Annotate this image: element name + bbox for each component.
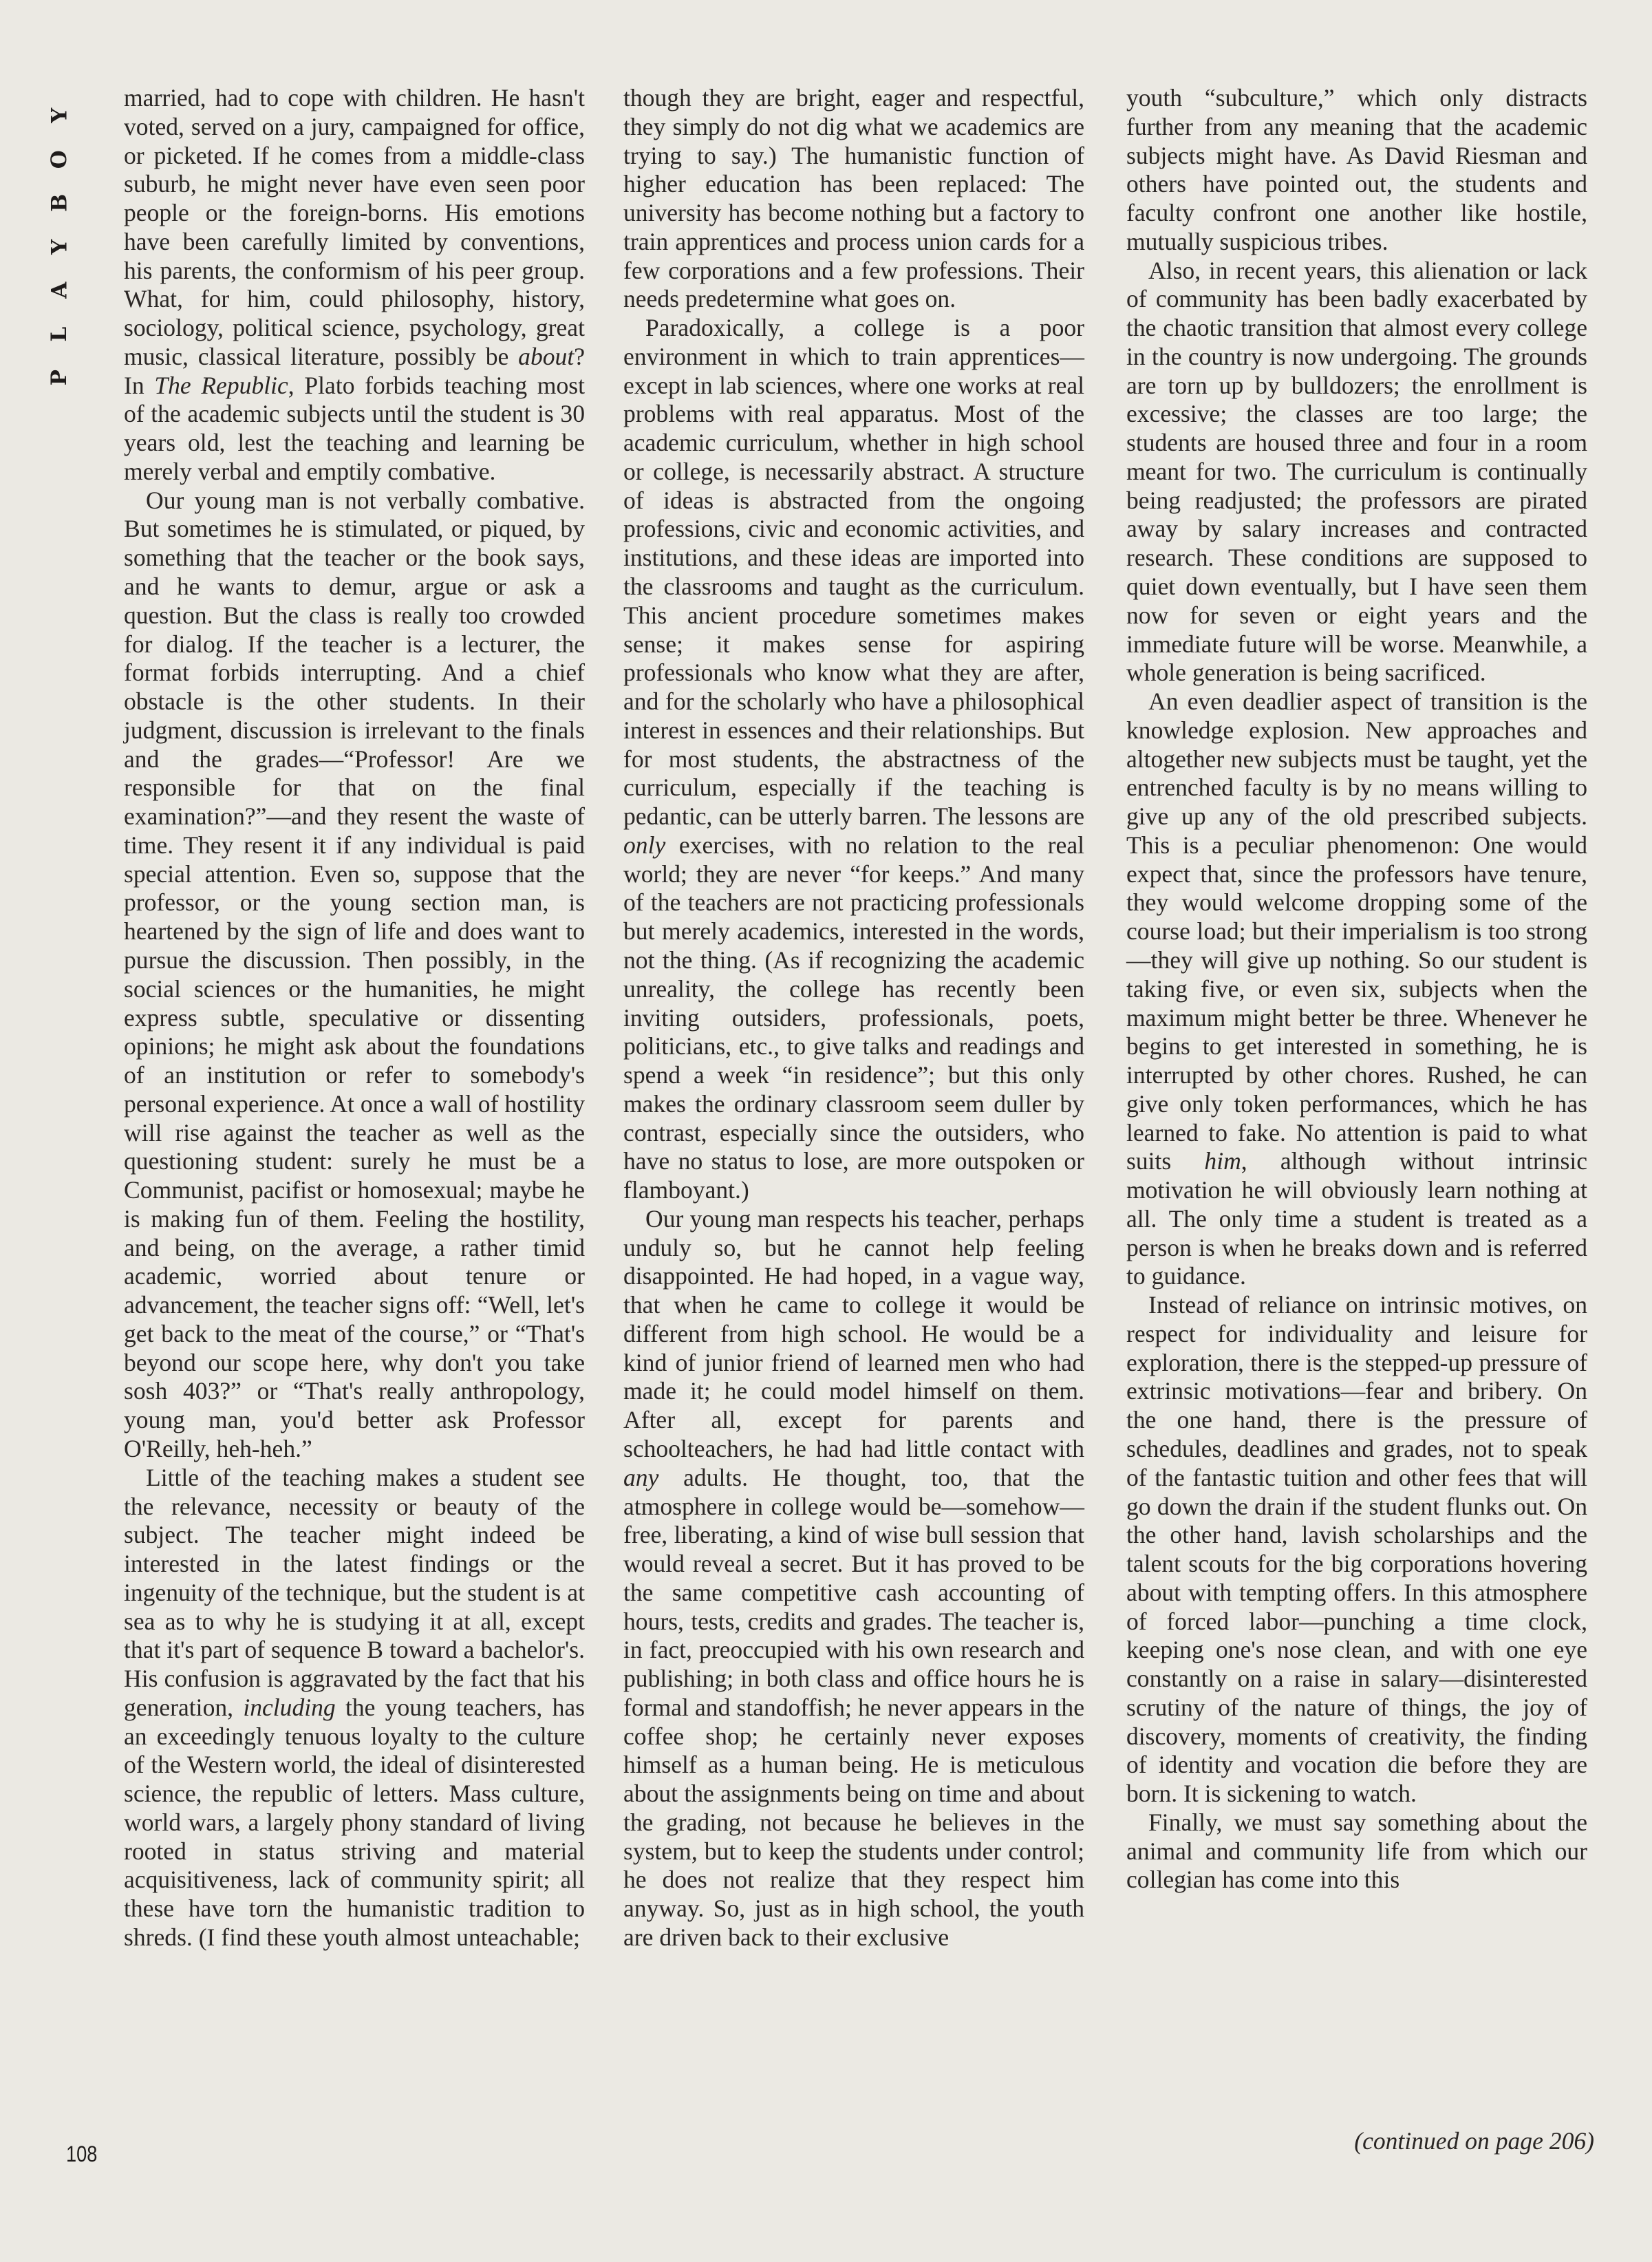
text-run: adults. He thought, too, that the atmosphere in college would be—somehow—free, liberating, a kind of wise bull session that would reveal a secret. But it has proved to be the same competitive cash accounting of hours, tests, credits and grades. The teacher is, in fact, preoccupied with his own research and publishing; in both class and office hours he is formal and standoffish; he never appears in the coffee shop; he certainly never exposes himself as a human being. He is meticulous about the assignments being on time and about the grading, not because he believes in the system, but to keep the students under control; he does not realize that they respect him anyway. So, just as in high school, the youth are driven back to their exclusive [623, 1463, 1084, 1951]
text-run: though they are bright, eager and respectful, they simply do not dig what we academics are trying to say.) The humanistic function of higher education has been replaced: The university has become nothing but a factory to train apprentices and process union cards for a few corporations and a few professions. Their needs predetermine what goes on. [623, 84, 1084, 313]
paragraph [124, 1464, 585, 1952]
text-run: married, had to cope with children. He hasn't voted, served on a jury, campaigned for office, or picketed. If he comes from a middle-class suburb, he might never have even seen poor people or the foreign-borns. His emotions have been carefully limited by conventions, his parents, the conformism of his peer group. What, for him, could philosophy, history, sociology, political science, psychology, great music, classical literature, possibly be [124, 84, 585, 370]
italic-run: about [518, 342, 575, 370]
italic-run: including [243, 1693, 336, 1721]
page-number: 108 [66, 2142, 98, 2166]
text-run: Our young man is not verbally combative. But sometimes he is stimulated, or piqued, by something that the teacher or the book says, and he wants to demur, argue or ask a question. But the class is really too crowded for dialog. If the teacher is a lecturer, the format forbids interrupting. And a chief obstacle is the other students. In their judgment, discussion is irrelevant to the finals and the grades—“Professor! Are we responsible for that on the final examination?”—and they resent the waste of time. They resent it if any individual is paid special attention. Even so, suppose that the professor, or the young section man, is heartened by the sign of life and does want to pursue the discussion. Then possibly, in the social sciences or the humanities, he might express subtle, speculative or dissenting opinions; he might ask about the foundations of an institution or refer to somebody's personal experience. At once a wall of hostility will rise against the teacher as well as the questioning student: surely he must be a Communist, pacifist or homosexual; maybe he is making fun of them. Feeling the hostility, and being, on the average, a rather timid academic, worried about tenure or advancement, the teacher signs off: “Well, let's get back to the meat of the course,” or “That's beyond our scope here, why don't you take sosh 403?” or “That's really anthropology, young man, you'd better ask Professor O'Reilly, heh-heh.” [124, 486, 585, 1462]
paragraph [1126, 257, 1587, 687]
paragraph [124, 84, 585, 487]
italic-run: The Republic [154, 371, 288, 399]
paragraph [1126, 84, 1587, 257]
italic-run: only [623, 831, 666, 859]
masthead-letter: O [47, 149, 72, 169]
italic-run: any [623, 1463, 659, 1491]
paragraph [623, 314, 1084, 1205]
masthead-letter: B [47, 193, 72, 212]
paragraph [1126, 687, 1587, 1291]
text-run: ? In [124, 342, 585, 399]
paragraph [124, 487, 585, 1464]
masthead-letter: P [47, 370, 72, 386]
text-run: , although without intrinsic motivation he will obviously learn nothing at all. The only time a student is treated as a person is when he breaks down and is referred to guidance. [1126, 1147, 1587, 1290]
playboy-masthead-vertical [47, 94, 81, 400]
paragraph [1126, 1808, 1587, 1895]
text-column-2 [623, 84, 1084, 1952]
text-run: Little of the teaching makes a student see the relevance, necessity or beauty of the subject. The teacher might indeed be interested in the latest findings or the ingenuity of the technique, but the student is at sea as to why he is studying it at all, except that it's part of sequence B toward a bachelor's. His confusion is aggravated by the fact that his generation, [124, 1463, 585, 1721]
text-run: the young teachers, has an exceedingly tenuous loyalty to the culture of the Western world, the ideal of disinterested science, the republic of letters. Mass culture, world wars, a largely phony standard of living rooted in status striving and material acquisitiveness, lack of community spirit; all these have torn the humanistic tradition to shreds. (I find these youth almost unteachable; [124, 1693, 586, 1951]
text-run: exercises, with no relation to the real world; they are never “for keeps.” And many of the teachers are not practicing professionals but merely academics, interested in the words, not the thing. (As if recognizing the academic unreality, the college has recently been inviting outsiders, professionals, poets, politicians, etc., to give talks and readings and spend a week “in residence”; but this only makes the ordinary classroom seem duller by contrast, especially since the outsiders, who have no status to lose, are more outspoken or flamboyant.) [623, 831, 1084, 1204]
masthead-letter: L [47, 326, 72, 342]
text-column-3 [1126, 84, 1587, 1895]
text-run: Finally, we must say something about the animal and community life from which our collegian has come into this [1126, 1808, 1587, 1894]
paragraph [623, 1205, 1084, 1952]
text-run: Also, in recent years, this alienation or lack of community has been badly exacerbated by the chaotic transition that almost every college in the country is now undergoing. The grounds are torn up by bulldozers; the enrollment is excessive; the classes are too large; the students are housed three and four in a room meant for two. The curriculum is continually being readjusted; the professors are pirated away by salary increases and contracted research. These conditions are supposed to quiet down eventually, but I have seen them now for seven or eight years and the immediate future will be worse. Meanwhile, a whole generation is being sacrificed. [1126, 256, 1587, 687]
text-run: Our young man respects his teacher, perhaps unduly so, but he cannot help feeling disappointed. He had hoped, in a vague way, that when he came to college it would be different from high school. He would be a kind of junior friend of learned men who had made it; he could model himself on them. After all, except for parents and schoolteachers, he had had little contact with [623, 1204, 1084, 1462]
continued-note: (continued on page 206) [1354, 2127, 1594, 2155]
text-run: An even deadlier aspect of transition is the knowledge explosion. New approaches and altogether new subjects must be taught, yet the entrenched faculty is by no means willing to give up any of the old prescribed subjects. This is a peculiar phenomenon: One would expect that, since the professors have tenure, they would welcome dropping some of the course load; but their imperialism is too strong—they will give up nothing. So our student is taking five, or even six, subjects when the maximum might better be three. Whenever he begins to get interested in something, he is interrupted by other chores. Rushed, he can give only token performances, which he has learned to fake. No attention is paid to what suits [1126, 687, 1587, 1175]
text-run: Instead of reliance on intrinsic motives, on respect for individuality and leisure for exploration, there is the stepped-up pressure of extrinsic motivations—fear and bribery. On the one hand, there is the pressure of schedules, deadlines and grades, not to speak of the fantastic tuition and other fees that will go down the drain if the student flunks out. On the other hand, lavish scholarships and the talent scouts for the big corporations hovering about with tempting offers. In this atmosphere of forced labor—punching a time clock, keeping one's nose clean, and with one eye constantly on a raise in salary—disinterested scrutiny of the nature of things, the joy of discovery, moments of creativity, the finding of identity and vocation die before they are born. It is sickening to watch. [1126, 1291, 1587, 1808]
masthead-letter: Y [47, 107, 72, 123]
paragraph [623, 84, 1084, 314]
italic-run: him [1204, 1147, 1241, 1175]
text-run: Paradoxically, a college is a poor environment in which to train apprentices—except in lab sciences, where one works at real problems with real apparatus. Most of the academic curriculum, whether in high school or college, is necessarily abstract. A structure of ideas is abstracted from the ongoing professions, civic and economic activities, and institutions, and these ideas are imported into the classrooms and taught as the curriculum. This ancient procedure sometimes makes sense; it makes sense for aspiring professionals who know what they are after, and for the scholarly who have a philosophical interest in essences and their relationships. But for most students, the abstractness of the curriculum, especially if the teaching is pedantic, can be utterly barren. The lessons are [623, 314, 1084, 831]
masthead-letter: A [47, 281, 72, 299]
text-run: , Plato forbids teaching most of the academic subjects until the student is 30 years old, lest the teaching and learning be merely verbal and emptily combative. [124, 371, 585, 485]
paragraph [1126, 1291, 1587, 1808]
masthead-letter: Y [47, 239, 72, 255]
text-run: youth “subculture,” which only distracts further from any meaning that the academic subjects might have. As David Riesman and others have pointed out, the students and faculty confront one another like hostile, mutually suspicious tribes. [1126, 84, 1587, 255]
text-column-1 [124, 84, 585, 1952]
